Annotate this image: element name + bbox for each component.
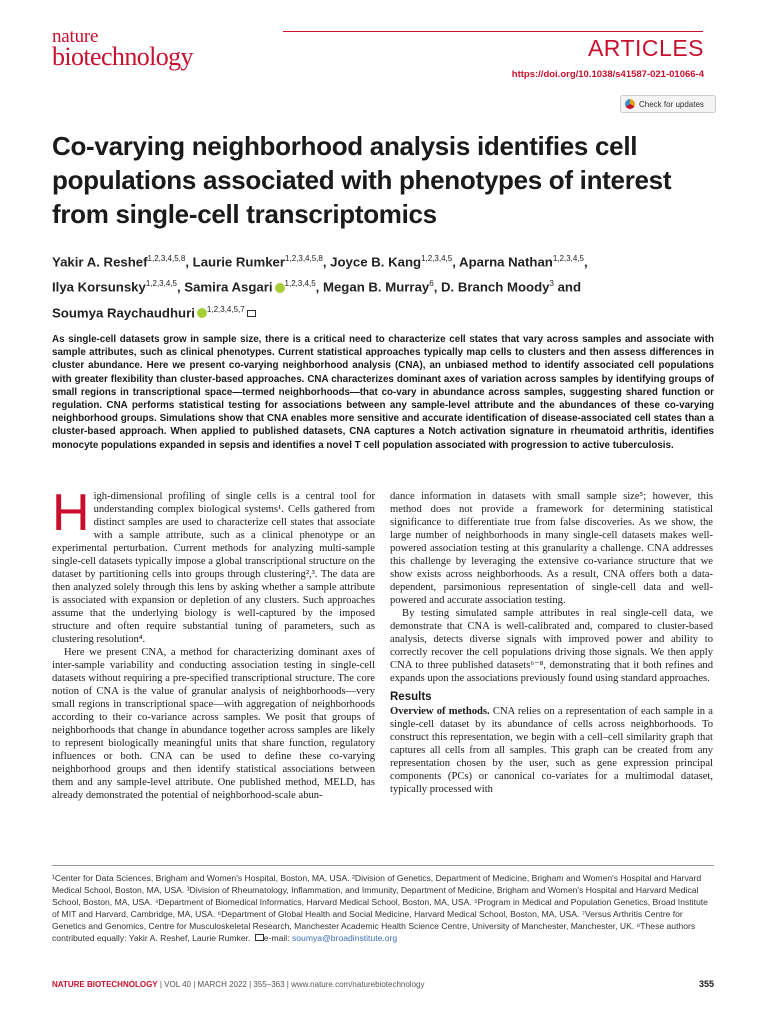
section-label: ARTICLES — [587, 35, 704, 61]
mail-icon — [255, 934, 264, 941]
check-updates-label: Check for updates — [639, 99, 704, 109]
author-affiliation: 6 — [429, 279, 434, 289]
author-affiliation: 1,2,3,4,5,8 — [147, 254, 186, 263]
affiliations: ¹Center for Data Sciences, Brigham and Women's Hospital, Boston, MA, USA. ²Division of Genetics, Department of Medicine, Brigham and Women's Hospital and Harvard Medical School, Boston, MA, USA. ³Division of Rheumatology, Inflammation, and Immunity, Department of Medicine, Brigham and Women's Hospital and Harvard Medical School, Boston, MA, USA. ⁴Department of Biomedical Informatics, Harvard Medical School, Boston, MA, USA. ⁵Program in Medical and Population Genetics, Broad Institute of MIT and Harvard, Cambridge, MA, USA. ⁶Department of Global Health and Social Medicine, Harvard Medical School, Boston, MA, USA. ⁷Versus Arthritis Centre for Genetics and Genomics, Centre for Musculoskeletal Research, Manchester Academic Health Science Centre, University of Manchester, Manchester, UK. ⁸These authors contributed equally: Yakir A. Reshef, Laurie Rumker. e-mail: soumya@broadinstitute.org — [52, 873, 708, 943]
body-paragraph: Overview of methods. CNA relies on a representation of each sample in a single-cell dataset by its abundance of cells across neighborhoods. To construct this representation, we begin with a cell–cell similarity graph that captures all cells from all samples. This graph can be created from any representation chosen by the user, such as gene expression principal components (PCs) or canonical co-variates for a multimodal dataset, typically processed with — [390, 706, 713, 795]
author-name: Laurie Rumker — [192, 254, 286, 270]
body-paragraph: Here we present CNA, a method for characterizing dominant axes of inter-sample variability and conducting association testing in single-cell datasets without requiring a pre-specified transcriptional structure. The core notion of CNA is the value of granular analysis of neighborhoods—very small regions in transcriptional space—with aggregation of neighborhoods according to their co-variance across samples. We posit that groups of neighborhoods that change in abundance together across samples are likely to represent biologically meaningful units that share function, regulatory influences or both. CNA can be used to define these co-varying neighborhood groups and then identify statistical associations between them and any sample-level attribute. One published method, MELD, has already demonstrated the potential of neighborhood-scale abun- — [52, 647, 375, 801]
body-column-right — [390, 490, 713, 796]
drop-cap: H — [52, 484, 90, 542]
page-footer — [52, 980, 424, 989]
author-name: Megan B. Murray — [322, 279, 430, 295]
orcid-icon[interactable] — [197, 308, 207, 318]
subsection-heading: Overview of methods. — [390, 706, 490, 717]
author-list: Yakir A. Reshef$^{1,2,3,4,5,8}$, Laurie Rumker$^{1,2,3,4,5,8}$, Joyce B. Kang$^{1,2,3,4,5}$, Aparna Nathan$^{1,2,3,4,5}$, Ilya Korsunsky$^{1,2,3,4,5}$, Samira Asgari $^{1,2,3,4,5}$, Megan B. Murray$^6$, D. Branch Moody$^3$ and Soumya Raychaudhuri $^{1,2,3,4,5,7}$ — [52, 254, 588, 321]
body-paragraph: By testing simulated sample attributes in real single-cell data, we demonstrate that CNA is well-calibrated and, compared to cluster-based analysis, detects diverse signals with improved power and ability to correctly recover the cell populations driving those signals. We then apply CNA to three published datasets⁶⁻⁸, demonstrating that it both refines and expands upon the associations previously found using standard approaches. — [390, 608, 713, 684]
author-affiliation: 1,2,3,4,5 — [552, 254, 584, 263]
crossmark-icon — [625, 99, 635, 109]
doi-link[interactable]: https://doi.org/10.1038/s41587-021-01066-4 — [511, 69, 704, 80]
author-affiliation: 3 — [549, 279, 554, 289]
author-affiliation: 1,2,3,4,5 — [284, 279, 316, 289]
author-name: Aparna Nathan — [459, 254, 553, 270]
footer-journal: NATURE BIOTECHNOLOGY — [52, 980, 158, 989]
journal-logo-line2: biotechnology — [52, 42, 193, 71]
author-name: Ilya Korsunsky — [52, 279, 146, 295]
author-affiliation: 1,2,3,4,5,7 — [206, 304, 245, 314]
abstract: As single-cell datasets grow in sample size, there is a critical need to characterize cell states that vary across samples and associate with sample attributes, such as clinical phenotypes. Current statistical approaches typically map cells to clusters and then assess differences in cluster abundance. Here we present co-varying neighborhood analysis (CNA), an unbiased method to identify associated cell populations with greater flexibility than cluster-based approaches. CNA characterizes dominant axes of variation across samples by identifying groups of small regions in transcriptional space—termed neighborhoods—that co-vary in abundance across samples, suggesting shared function or regulation. CNA performs statistical testing for associations between any sample-level attribute and the abundances of these co-varying neighborhood groups. Simulations show that CNA enables more sensitive and accurate identification of disease-associated cell states than a cluster-based approach. When applied to published datasets, CNA captures a Notch activation signature in rheumatoid arthritis, identifies monocyte populations expanded in sepsis and identifies a novel T cell population associated with progression to active tuberculosis. — [52, 334, 714, 451]
orcid-icon[interactable] — [275, 283, 285, 293]
email-link[interactable]: soumya@broadinstitute.org — [291, 933, 398, 943]
author-affiliation: 1,2,3,4,5 — [421, 254, 453, 263]
header-rule — [283, 31, 703, 32]
author-name: D. Branch Moody — [441, 279, 550, 295]
footnote-divider — [52, 865, 714, 866]
page-number: 355 — [698, 979, 714, 989]
author-affiliation: 1,2,3,4,5,8 — [285, 254, 323, 263]
author-name: Yakir A. Reshef — [52, 254, 148, 270]
body-column-left — [52, 484, 375, 802]
article-title: Co-varying neighborhood analysis identifies cell populations associated with phenotypes of interest from single-cell transcriptomics — [52, 131, 672, 229]
body-paragraph: dance information in datasets with small sample size⁵; however, this method does not provide a framework for determining statistical significance to differentiate true from false discoveries. As we show, the large number of neighborhoods in many single-cell datasets makes well-powered association testing at this granularity a challenge. CNA addresses this challenge by leveraging the extensive co-variance structure that we show exists across neighborhoods. As a result, CNA offers both a data-dependent, parsimonious representation of single-cell data and well-powered and accurate association testing. — [390, 491, 713, 606]
section-heading-results: Results — [390, 691, 432, 703]
journal-logo — [52, 27, 193, 70]
author-name: Samira Asgari — [184, 279, 273, 295]
author-name: Soumya Raychaudhuri — [52, 305, 195, 321]
check-updates-button[interactable] — [620, 95, 716, 113]
journal-logo-line1: nature — [52, 26, 99, 47]
author-name: Joyce B. Kang — [330, 254, 422, 270]
author-affiliation: 1,2,3,4,5 — [145, 279, 177, 289]
footer-info: | VOL 40 | MARCH 2022 | 355–363 | www.nature.com/naturebiotechnology — [157, 980, 425, 989]
body-paragraph: High-dimensional profiling of single cells is a central tool for understanding complex biological systems¹. Cells gathered from distinct samples are used to characterize cell states that associate with a sample attribute, such as a clinical phenotype or an experimental perturbation. Current methods for analyzing multi-sample single-cell datasets typically impose a global transcriptional structure on the dataset by partitioning cells into groups through clustering²,³. The data are then analyzed solely through this lens by asking whether a sample attribute is associated with expansion or depletion of any clusters. Such approaches assume that the underlying biology is well-captured by the imposed structure and often require substantial tuning of parameters, such as clustering resolution⁴. — [52, 484, 375, 645]
mail-icon[interactable] — [247, 310, 256, 317]
